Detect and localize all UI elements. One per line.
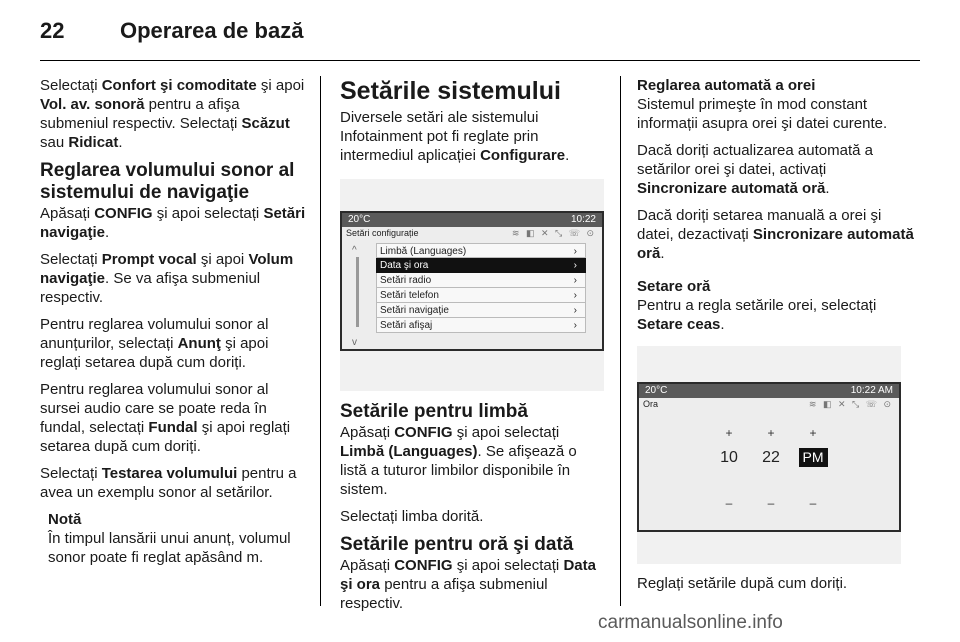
scrollbar[interactable] (356, 257, 359, 327)
settings-screenshot (340, 179, 604, 391)
ampm-plus-button[interactable]: + (809, 426, 817, 440)
mute-icon: m (246, 549, 259, 566)
column-3 (637, 76, 917, 601)
note-box (40, 510, 308, 567)
header-rule (40, 60, 920, 61)
column-divider (620, 76, 621, 606)
paragraph: Pentru a regla setările orei, selectați Setare ceas. (637, 297, 877, 333)
section-heading-volume: Reglarea volumului sonor al sistemului de navigaţie (40, 160, 295, 203)
chevron-right-icon: › (573, 305, 577, 316)
column-divider (320, 76, 321, 606)
status-icons: ≋ ◧ ✕ ⤡ ☏ ⊙ (808, 399, 893, 409)
screen-title-bar (639, 398, 899, 411)
hour-minus-button[interactable]: – (725, 496, 733, 510)
watermark: carmanualsonline.info (598, 612, 783, 633)
screen-title-bar (342, 227, 602, 240)
paragraph: Apăsați CONFIG şi apoi selectați Setări navigaţie. (40, 205, 306, 241)
status-icons: ≋ ◧ ✕ ⤡ ☏ ⊙ (511, 228, 596, 238)
paragraph: Reglați setările după cum doriți. (637, 575, 848, 592)
menu-item-navigation[interactable]: Setări navigaţie › (376, 303, 586, 318)
hour-value: 10 (720, 449, 738, 466)
menu-item-radio[interactable]: Setări radio › (376, 273, 586, 288)
menu-item-language[interactable]: Limbă (Languages) › (376, 243, 586, 258)
menu-item-display[interactable]: Setări afişaj › (376, 318, 586, 333)
paragraph: Dacă doriți actualizarea automată a setărilor orei şi datei, activați Sincronizare automată oră. (637, 142, 873, 197)
clock-readout: 10:22 AM (850, 385, 893, 396)
clock-editor (639, 412, 899, 522)
screen-title: Ora (643, 399, 659, 409)
paragraph: Selectați Confort şi comoditate şi apoi Vol. av. sonoră pentru a afişa submeniul respectiv. Selectați Scăzut sau Ridicat. (40, 77, 305, 151)
paragraph: Pentru reglarea volumului sonor al anunțurilor, selectați Anunţ şi apoi reglați setarea după cum doriți. (40, 316, 269, 371)
page-header (40, 18, 920, 58)
chevron-right-icon: › (573, 260, 577, 271)
paragraph: Sistemul primeşte în mod constant informații asupra orei şi datei curente. (637, 96, 888, 132)
status-bar (639, 384, 899, 398)
display-screen (340, 211, 604, 351)
section-heading-set-time: Setare oră (637, 278, 711, 295)
hour-plus-button[interactable]: + (725, 426, 733, 440)
scroll-down-icon[interactable]: v (352, 337, 357, 348)
paragraph: Dacă doriți setarea manuală a orei şi datei, dezactivați Sincronizare automată oră. (637, 207, 914, 262)
menu-item-phone[interactable]: Setări telefon › (376, 288, 586, 303)
clock-readout: 10:22 (570, 214, 596, 225)
paragraph: Selectați limba dorită. (340, 508, 484, 525)
screen-title: Setări configurație (346, 228, 419, 238)
section-heading-time-date: Setările pentru oră şi dată (340, 534, 574, 555)
paragraph: Apăsați CONFIG şi apoi selectați Limbă (Languages). Se afişează o listă a tuturor limbilor disponibile în sistem. (340, 424, 577, 498)
settings-menu (376, 243, 586, 333)
status-bar (342, 213, 602, 227)
column-2 (340, 76, 604, 621)
paragraph: Diversele setări ale sistemului Infotainment pot fi reglate prin intermediul aplicației Configurare. (340, 109, 570, 164)
page-number: 22 (40, 18, 65, 43)
temperature: 20°C (348, 214, 371, 225)
chevron-right-icon: › (573, 320, 577, 331)
ampm-value: PM (793, 448, 833, 467)
paragraph: Pentru reglarea volumului sonor al sursei audio care se poate reda în fundal, selectați Fundal şi apoi reglați setarea după cum doriți. (40, 381, 291, 455)
paragraph: Apăsați CONFIG şi apoi selectați Data şi ora pentru a afişa submeniul respectiv. (340, 557, 596, 612)
section-heading-auto-time: Reglarea automată a orei (637, 77, 816, 94)
ampm-minus-button[interactable]: – (809, 496, 817, 510)
scroll-up-icon[interactable]: ^ (352, 245, 357, 256)
clock-screenshot (637, 346, 901, 564)
minute-plus-button[interactable]: + (767, 426, 775, 440)
paragraph: Selectați Prompt vocal şi apoi Volum navigaţie. Se va afişa submeniul respectiv. (40, 251, 294, 306)
paragraph: Selectați Testarea volumului pentru a avea un exemplu sonor al setărilor. (40, 465, 297, 501)
chevron-right-icon: › (573, 246, 577, 257)
temperature: 20°C (645, 385, 668, 396)
note-title: Notă (48, 511, 82, 528)
minute-minus-button[interactable]: – (767, 496, 775, 510)
display-screen (637, 382, 901, 532)
minute-value: 22 (762, 449, 780, 466)
menu-item-date-time[interactable]: Data şi ora › (376, 258, 586, 273)
section-heading-system: Setările sistemului (340, 77, 561, 105)
chevron-right-icon: › (573, 275, 577, 286)
section-heading-language: Setările pentru limbă (340, 401, 528, 422)
chevron-right-icon: › (573, 290, 577, 301)
page-title: Operarea de bază (120, 18, 304, 43)
note-text: În timpul lansării unui anunț, volumul sonor poate fi reglat apăsând m. (48, 530, 291, 566)
column-1 (40, 76, 308, 575)
